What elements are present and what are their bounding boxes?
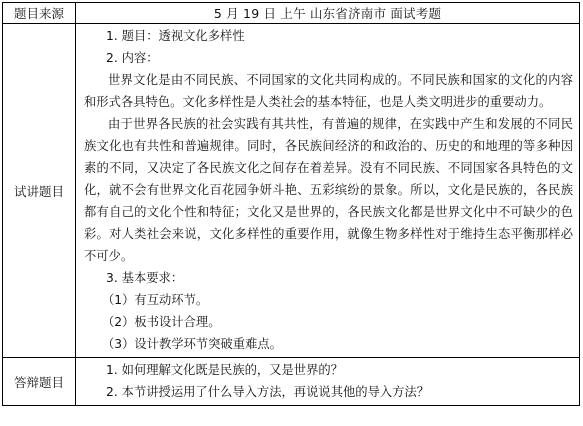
exam-table (2, 2, 580, 406)
source-value: 5 月 19 日 上午 山东省济南市 面试考题 (76, 3, 580, 24)
lecture-content (76, 24, 580, 358)
defense-label: 答辩题目 (3, 358, 76, 406)
content-paragraph-1: 世界文化是由不同民族、不同国家的文化共同构成的。不同民族和国家的文化的内容和形式各具特色。文化多样性是人类社会的基本特征，也是人类文明进步的重要动力。 (84, 73, 573, 109)
content-heading: 2. 内容： (106, 51, 159, 65)
requirements-heading: 3. 基本要求： (106, 271, 184, 285)
defense-question: 1. 如何理解文化既是民族的，又是世界的？ (106, 363, 343, 377)
requirement-item: （3）设计教学环节突破重难点。 (102, 337, 282, 351)
defense-row (3, 358, 580, 406)
header-row (3, 3, 580, 24)
lecture-label: 试讲题目 (3, 24, 76, 358)
requirement-item: （2）板书设计合理。 (102, 315, 221, 329)
requirement-item: （1）有互动环节。 (102, 293, 209, 307)
defense-content (76, 358, 580, 406)
lecture-row (3, 24, 580, 358)
defense-question: 2. 本节讲授运用了什么导入方法，再说说其他的导入方法？ (106, 385, 430, 399)
source-label: 题目来源 (3, 3, 76, 24)
lecture-topic: 1. 题目：透视文化多样性 (106, 29, 245, 43)
content-paragraph-2: 由于世界各民族的社会实践有其共性，有普遍的规律，在实践中产生和发展的不同民族文化也有共性和普遍规律。同时，各民族间经济的和政治的、历史的和地理的等多种因素的不同，又决定了各民族文化之间存在着差异。没有不同民族、不同国家各具特色的文化，就不会有世界文化百花园争妍斗艳、五彩缤纷的景象。所以，文化是民族的，各民族都有自己的文化个性和特征；文化又是世界的，各民族文化都是世界文化中不可缺少的色彩。对人类社会来说，文化多样性的重要作用，就像生物多样性对于维持生态平衡那样必不可少。 (84, 117, 573, 263)
